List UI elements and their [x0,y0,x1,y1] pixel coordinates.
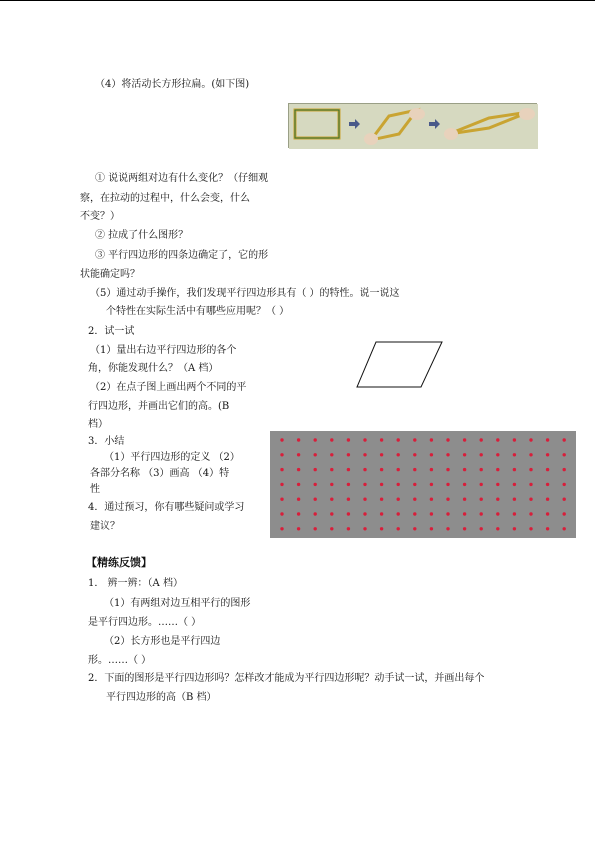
grid-dot [413,512,416,515]
grid-dot [380,483,383,486]
grid-dot [463,438,466,441]
try-it-heading: 2．试一试 [88,326,135,337]
grid-dot [280,468,283,471]
grid-dot [563,438,566,441]
grid-dot [446,453,449,456]
grid-dot [529,453,532,456]
grid-dot [297,527,300,530]
grid-dot [280,453,283,456]
try-2-line-3: 档） [88,419,108,430]
grid-dot [380,512,383,515]
grid-dot [397,438,400,441]
grid-dot [397,483,400,486]
grid-dot [546,453,549,456]
grid-dot [280,483,283,486]
exercise-2-line-2: 平行四边形的高（B 档） [106,692,217,703]
question-3-line-1: ③ 平行四边形的四条边确定了，它的形 [95,250,269,261]
practice-feedback-heading: 【精练反馈】 [86,556,152,569]
grid-dot [363,498,366,501]
grid-dot [363,453,366,456]
grid-dot [330,527,333,530]
grid-dot [496,527,499,530]
grid-dot [446,468,449,471]
grid-dot [430,527,433,530]
grid-dot [380,498,383,501]
grid-dot [297,498,300,501]
grid-dot [546,468,549,471]
grid-dot [529,512,532,515]
grid-dot [546,498,549,501]
judge-heading: 1． 辨一辨：（A 档） [88,578,183,589]
grid-dot [397,453,400,456]
grid-dot [314,512,317,515]
grid-dot [397,527,400,530]
stretch-rectangle-photo [288,103,537,148]
grid-dot [413,468,416,471]
grid-dot [314,453,317,456]
grid-dot [363,438,366,441]
grid-dot [347,438,350,441]
try-2-line-2: 行四边形，并画出它们的高。(B [88,401,230,412]
grid-dot [529,527,532,530]
step-4-text: （4）将活动长方形拉扁。(如下图) [95,79,250,90]
question-1-line-1: ① 说说两组对边有什么变化？（仔细观 [95,173,269,184]
grid-dot [546,483,549,486]
grid-dot [413,527,416,530]
grid-dot [330,512,333,515]
grid-dot [297,483,300,486]
grid-dot [413,438,416,441]
grid-dot [513,483,516,486]
grid-dot [496,453,499,456]
grid-dot [480,483,483,486]
grid-dot [463,498,466,501]
grid-dot [297,438,300,441]
grid-dot [546,527,549,530]
grid-dot [430,438,433,441]
grid-dot [280,527,283,530]
grid-dot [480,512,483,515]
try-2-line-1: （2）在点子图上画出两个不同的平 [90,382,247,393]
grid-dot [480,438,483,441]
header-rule [0,0,595,1]
summary-line-3: 性 [90,484,100,495]
grid-dot [330,468,333,471]
grid-dot [280,498,283,501]
grid-dot [330,438,333,441]
judge-1-line-1: （1）有两组对边互相平行的图形 [104,598,251,609]
grid-dot [314,483,317,486]
grid-dot [480,468,483,471]
grid-dot [397,512,400,515]
grid-dot [347,468,350,471]
grid-dot [380,527,383,530]
try-1-line-2: 角，你能发现什么？（A 档） [88,363,219,374]
grid-dot [480,527,483,530]
grid-dot [529,498,532,501]
grid-dot [330,453,333,456]
grid-dot [363,527,366,530]
preview-question-line-2: 建议？ [90,521,120,532]
grid-dot [446,498,449,501]
grid-dot [380,453,383,456]
grid-dot [430,453,433,456]
grid-dot [413,453,416,456]
exercise-2-line-1: 2．下面的图形是平行四边形吗？怎样改才能成为平行四边形呢？动手试一试，并画出每个 [88,673,485,684]
grid-dot [496,438,499,441]
grid-dot [446,483,449,486]
grid-dot [529,438,532,441]
parallelogram-figure [355,340,445,390]
grid-dot [314,438,317,441]
grid-dot [513,453,516,456]
try-1-line-1: （1）量出右边平行四边形的各个 [90,345,237,356]
grid-dot [563,498,566,501]
judge-2-line-2: 形。……（ ） [88,655,152,666]
grid-dot [446,512,449,515]
grid-dot [529,483,532,486]
grid-dot [380,468,383,471]
grid-dot [513,468,516,471]
summary-heading: 3．小结 [88,436,125,447]
judge-2-line-1: （2）长方形也是平行四边 [104,636,221,647]
grid-dot [380,438,383,441]
grid-dot [330,498,333,501]
grid-dot [463,483,466,486]
grid-dot [430,468,433,471]
summary-line-2: 各部分名称 （3）画高 （4）特 [90,468,230,479]
grid-dot [563,483,566,486]
grid-dot [330,483,333,486]
summary-line-1: （1）平行四边形的定义 （2） [104,452,240,463]
grid-dot [529,468,532,471]
step-5-line-1: （5）通过动手操作，我们发现平行四边形具有（ ）的特性。说一说这 [90,288,400,299]
grid-dot [347,453,350,456]
grid-dot [563,453,566,456]
question-1-line-2: 察，在拉动的过程中，什么会变，什么 [80,193,250,204]
grid-dot [496,512,499,515]
grid-dot [363,483,366,486]
question-2-text: ② 拉成了什么图形？ [95,230,189,241]
grid-dot [513,498,516,501]
step-5-line-2: 个特性在实际生活中有哪些应用呢？（ ） [106,306,290,317]
grid-dot [496,483,499,486]
grid-dot [563,527,566,530]
grid-dot [430,498,433,501]
grid-dot [314,468,317,471]
grid-dot [280,438,283,441]
grid-dot [446,438,449,441]
grid-dot [430,512,433,515]
grid-dot [347,527,350,530]
grid-dot [463,453,466,456]
question-3-line-2: 状能确定吗？ [80,269,140,280]
grid-dot [513,512,516,515]
judge-1-line-2: 是平行四边形。……（ ） [88,617,202,628]
grid-dot [463,468,466,471]
grid-dot [314,527,317,530]
grid-dot [430,483,433,486]
grid-dot [280,512,283,515]
grid-dot [563,512,566,515]
grid-dot [347,498,350,501]
preview-question-line-1: 4．通过预习，你有哪些疑问或学习 [88,502,245,513]
grid-dot [297,453,300,456]
grid-dot [463,512,466,515]
grid-dot [496,498,499,501]
grid-dot [347,483,350,486]
grid-dot [463,527,466,530]
dot-grid-image [270,431,576,538]
grid-dot [347,512,350,515]
grid-dot [446,527,449,530]
grid-dot [297,512,300,515]
grid-dot [363,468,366,471]
grid-dot [413,483,416,486]
grid-dot [563,468,566,471]
grid-dot [397,468,400,471]
stretch-illustration [289,104,538,149]
grid-dot [397,498,400,501]
grid-dot [363,512,366,515]
grid-dot [413,498,416,501]
grid-dot [513,438,516,441]
grid-dot [480,453,483,456]
grid-dot [480,498,483,501]
grid-dot [297,468,300,471]
grid-dot [546,438,549,441]
dot-grid [270,431,576,538]
grid-dot [314,498,317,501]
grid-dot [496,468,499,471]
question-1-line-3: 不变？） [80,211,120,222]
grid-dot [546,512,549,515]
grid-dot [513,527,516,530]
